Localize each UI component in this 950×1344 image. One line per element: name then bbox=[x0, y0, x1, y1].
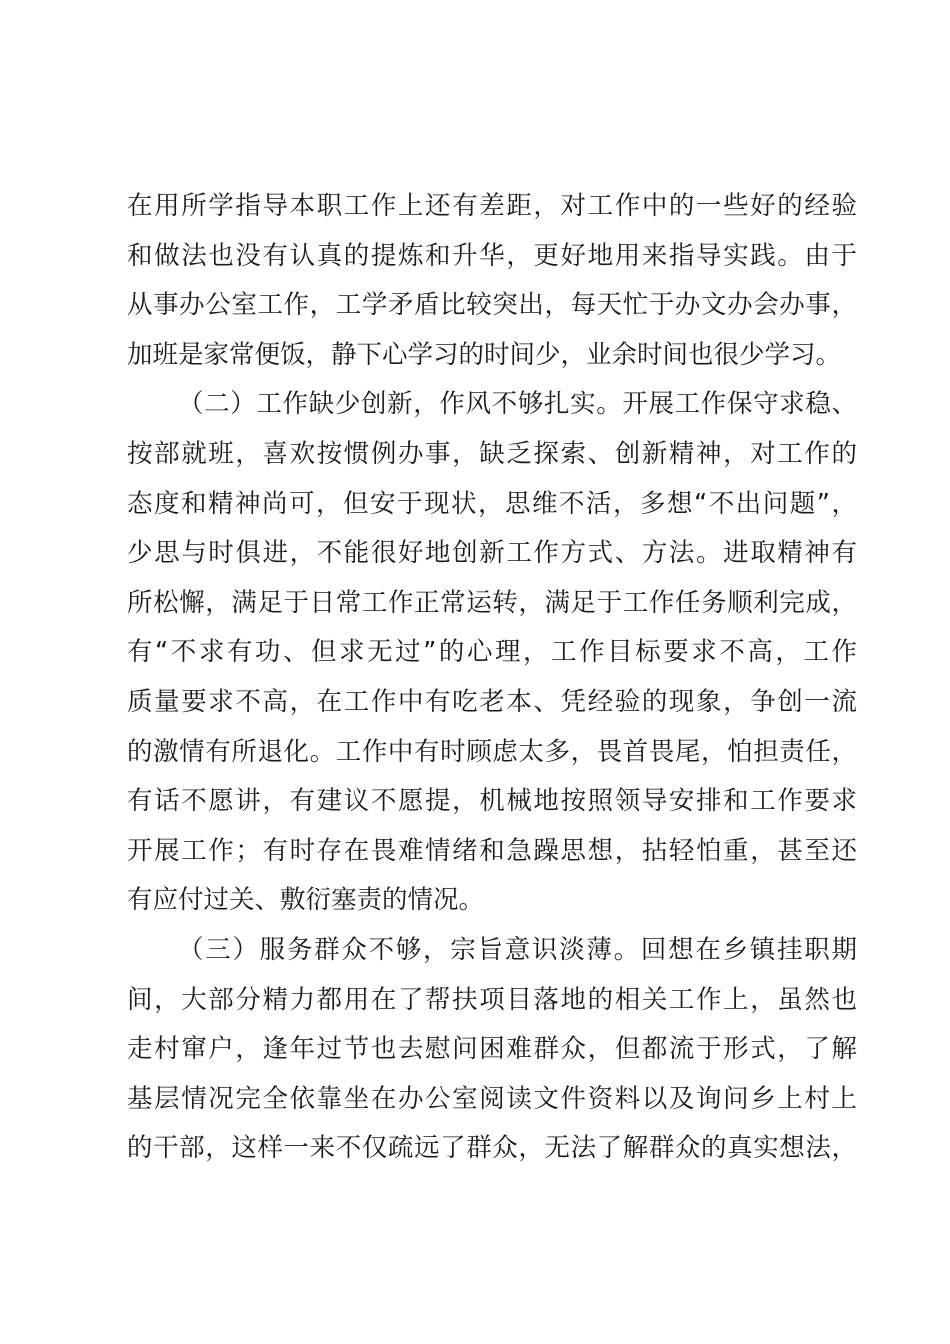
text-line: 开展工作；有时存在畏难情绪和急躁思想，拈轻怕重，甚至还 bbox=[127, 835, 857, 866]
text-line: （二）工作缺少创新，作风不够扎实。开展工作保守求稳、 bbox=[178, 389, 857, 420]
text-line: 走村窜户，逢年过节也去慰问困难群众，但都流于形式，了解 bbox=[127, 1034, 857, 1065]
text-line: 的干部，这样一来不仅疏远了群众，无法了解群众的真实想法， bbox=[127, 1133, 857, 1164]
text-line: 的激情有所退化。工作中有时顾虑太多，畏首畏尾，怕担责任， bbox=[127, 736, 857, 767]
paragraph-3 bbox=[127, 926, 857, 1174]
text-line: 所松懈，满足于日常工作正常运转，满足于工作任务顺利完成， bbox=[127, 587, 857, 618]
text-line: 质量要求不高，在工作中有吃老本、凭经验的现象，争创一流 bbox=[127, 686, 857, 717]
text-line: （三）服务群众不够，宗旨意识淡薄。回想在乡镇挂职期 bbox=[178, 934, 857, 965]
text-line: 从事办公室工作，工学矛盾比较突出，每天忙于办文办会办事， bbox=[127, 290, 857, 321]
text-line: 和做法也没有认真的提炼和升华，更好地用来指导实践。由于 bbox=[127, 240, 857, 271]
text-line: 在用所学指导本职工作上还有差距，对工作中的一些好的经验 bbox=[127, 191, 857, 221]
text-line: 有“不求有功、但求无过”的心理，工作目标要求不高，工作 bbox=[127, 637, 857, 668]
text-line: 态度和精神尚可，但安于现状，思维不活，多想“不出问题”， bbox=[127, 488, 857, 519]
text-line: 少思与时俱进，不能很好地创新工作方式、方法。进取精神有 bbox=[127, 538, 857, 569]
paragraph-2 bbox=[127, 380, 857, 926]
text-line: 间，大部分精力都用在了帮扶项目落地的相关工作上，虽然也 bbox=[127, 984, 857, 1015]
text-line: 有应付过关、敷衍塞责的情况。 bbox=[127, 885, 485, 916]
text-line: 有话不愿讲，有建议不愿提，机械地按照领导安排和工作要求 bbox=[127, 786, 857, 817]
text-line: 基层情况完全依靠坐在办公室阅读文件资料以及询问乡上村上 bbox=[127, 1083, 857, 1114]
document-body bbox=[127, 182, 857, 1174]
paragraph-1 bbox=[127, 182, 857, 380]
text-line: 按部就班，喜欢按惯例办事，缺乏探索、创新精神，对工作的 bbox=[127, 438, 857, 469]
text-line: 加班是家常便饭，静下心学习的时间少，业余时间也很少学习。 bbox=[127, 339, 842, 370]
